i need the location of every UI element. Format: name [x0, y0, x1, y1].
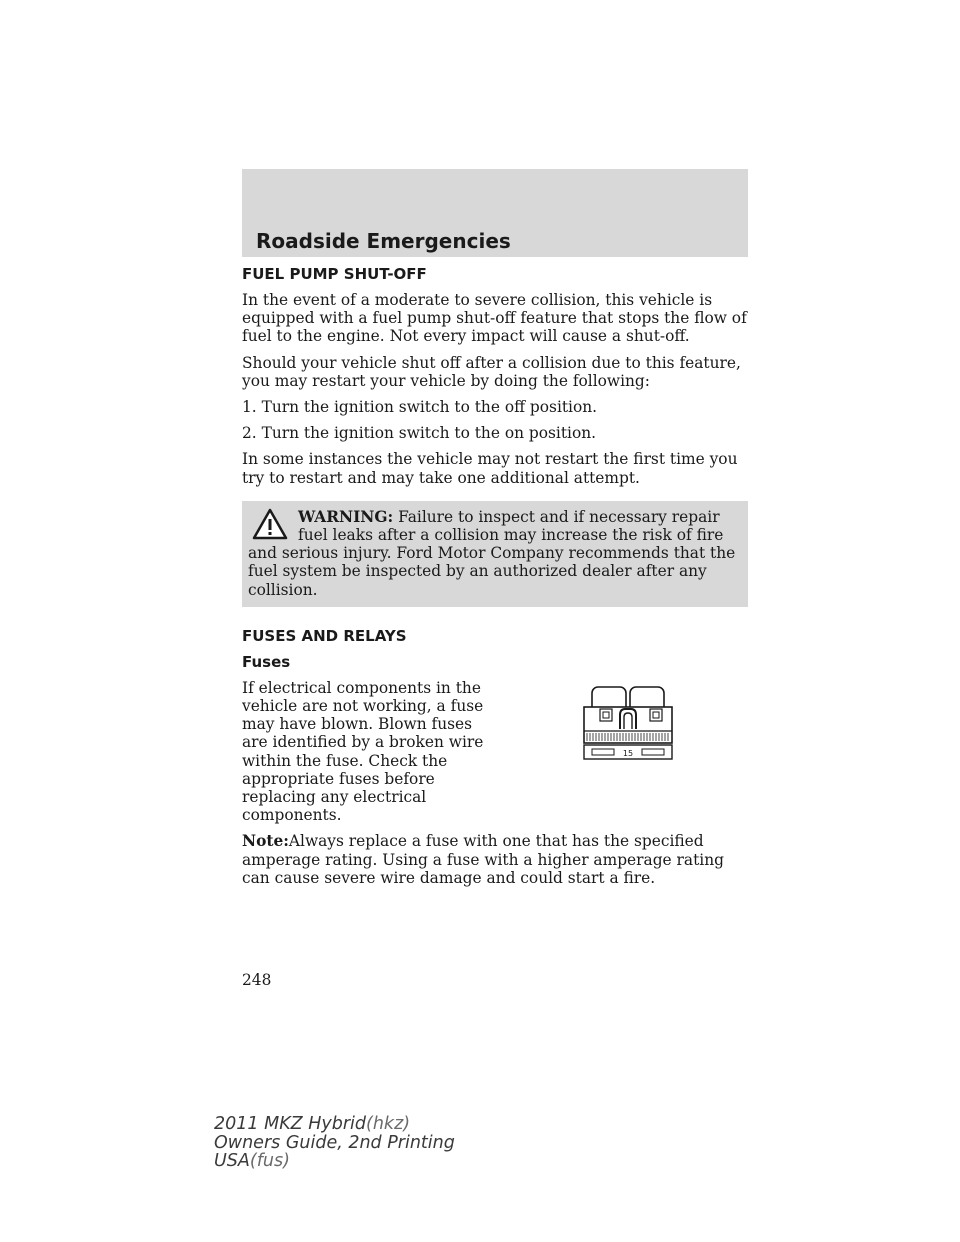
- note-paragraph: [242, 832, 748, 887]
- page-content: [242, 265, 748, 895]
- fuses-subheading: Fuses: [242, 652, 291, 671]
- restart-step-1: 1. Turn the ignition switch to the off position.: [242, 398, 598, 417]
- warning-triangle-icon: [248, 508, 292, 542]
- section-title: Roadside Emergencies: [256, 229, 511, 253]
- warning-box: [242, 501, 748, 607]
- fuel-pump-paragraph-2: Should your vehicle shut off after a collision due to this feature, you may restart your vehicle by doing the following:: [242, 353, 741, 390]
- warning-label: WARNING:: [298, 507, 394, 526]
- fuse-illustration: [578, 679, 678, 765]
- footer-model-code: (hkz): [366, 1114, 411, 1134]
- fuel-pump-paragraph-1: In the event of a moderate to severe collision, this vehicle is equipped with a fuel pump shut-off feature that stops the flow of fuel to the engine. Not every impact will cause a shut-off.: [242, 291, 747, 346]
- footer-line-2: Owners Guide, 2nd Printing: [214, 1132, 455, 1153]
- footer-market-code: (fus): [249, 1151, 290, 1171]
- page-number: 248: [242, 971, 272, 989]
- fuel-pump-paragraph-3: In some instances the vehicle may not restart the first time you try to restart and may take one additional attempt.: [242, 450, 738, 487]
- warning-text: Failure to inspect and if necessary repair fuel leaks after a collision may increase the risk of fire and serious injury. Ford Motor Company recommends that the fuel system be inspected by an authorized dealer after any collision.: [248, 507, 736, 599]
- footer-line-1: [214, 1115, 455, 1134]
- fuel-pump-heading: FUEL PUMP SHUT-OFF: [242, 265, 427, 283]
- section-header-band: [242, 169, 748, 257]
- restart-step-2: 2. Turn the ignition switch to the on position.: [242, 424, 597, 443]
- document-footer: [214, 1115, 455, 1171]
- fuses-relays-heading: FUSES AND RELAYS: [242, 626, 407, 645]
- fuses-block: [242, 679, 748, 825]
- footer-market: USA: [214, 1151, 250, 1171]
- footer-line-3: [214, 1152, 455, 1171]
- fuse-rating-label: 15: [622, 748, 634, 758]
- footer-model: 2011 MKZ Hybrid: [214, 1114, 367, 1134]
- fuses-paragraph: If electrical components in the vehicle are not working, a fuse may have blown. Blown fuses are identified by a broken wire within the fuse. Check the appropriate fuses before replacing any electrical components.: [242, 678, 484, 825]
- note-text: Always replace a fuse with one that has the specified amperage rating. Using a fuse with a higher amperage rating can cause severe wire damage and could start a fire.: [242, 832, 724, 887]
- note-label: Note:: [242, 832, 289, 851]
